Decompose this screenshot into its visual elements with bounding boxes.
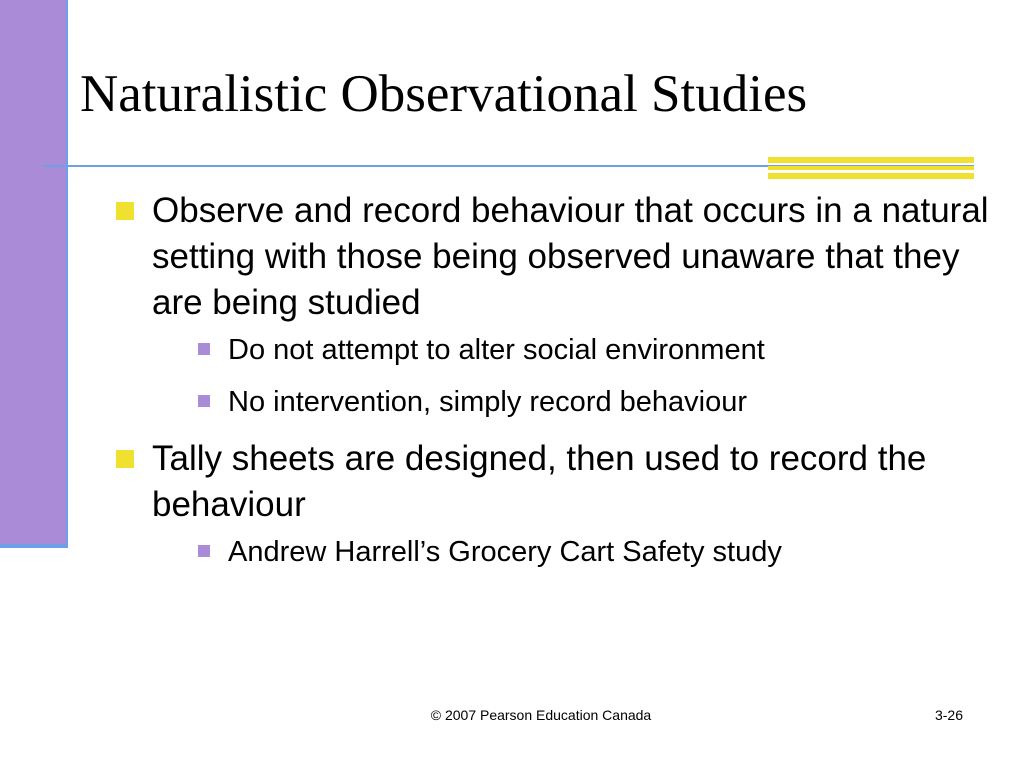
square-bullet-icon: [198, 545, 210, 557]
bullet-text: Tally sheets are designed, then used to record the behaviour: [152, 439, 927, 524]
left-bar-edge-line: [66, 0, 68, 548]
sub-bullet-text: Do not attempt to alter social environment: [228, 334, 765, 366]
sub-bullet-item: [198, 532, 992, 572]
square-bullet-icon: [116, 202, 134, 220]
square-bullet-icon: [198, 395, 210, 407]
square-bullet-icon: [116, 450, 134, 468]
accent-stripe: [768, 166, 974, 170]
accent-stripe: [768, 157, 974, 163]
footer-copyright: © 2007 Pearson Education Canada: [430, 707, 652, 723]
accent-stripes: [768, 157, 974, 179]
left-decorative-bar: [0, 0, 66, 546]
sub-bullet-item: [198, 382, 992, 422]
sub-bullet-text: No intervention, simply record behaviour: [228, 386, 748, 418]
accent-stripe: [768, 173, 974, 179]
sub-bullet-text: Andrew Harrell’s Grocery Cart Safety study: [228, 536, 782, 568]
bullet-item: [112, 188, 992, 326]
bullet-text: Observe and record behaviour that occurs in a natural setting with those being observed unaware that they are being studied: [152, 191, 989, 322]
bullet-item: [112, 436, 992, 528]
slide-title: Naturalistic Observational Studies: [80, 65, 808, 123]
footer-page-number: 3-26: [934, 707, 963, 723]
left-bar-bottom-line: [0, 544, 68, 548]
slide-body: [112, 188, 992, 584]
square-bullet-icon: [198, 343, 210, 355]
sub-bullet-item: [198, 330, 992, 370]
